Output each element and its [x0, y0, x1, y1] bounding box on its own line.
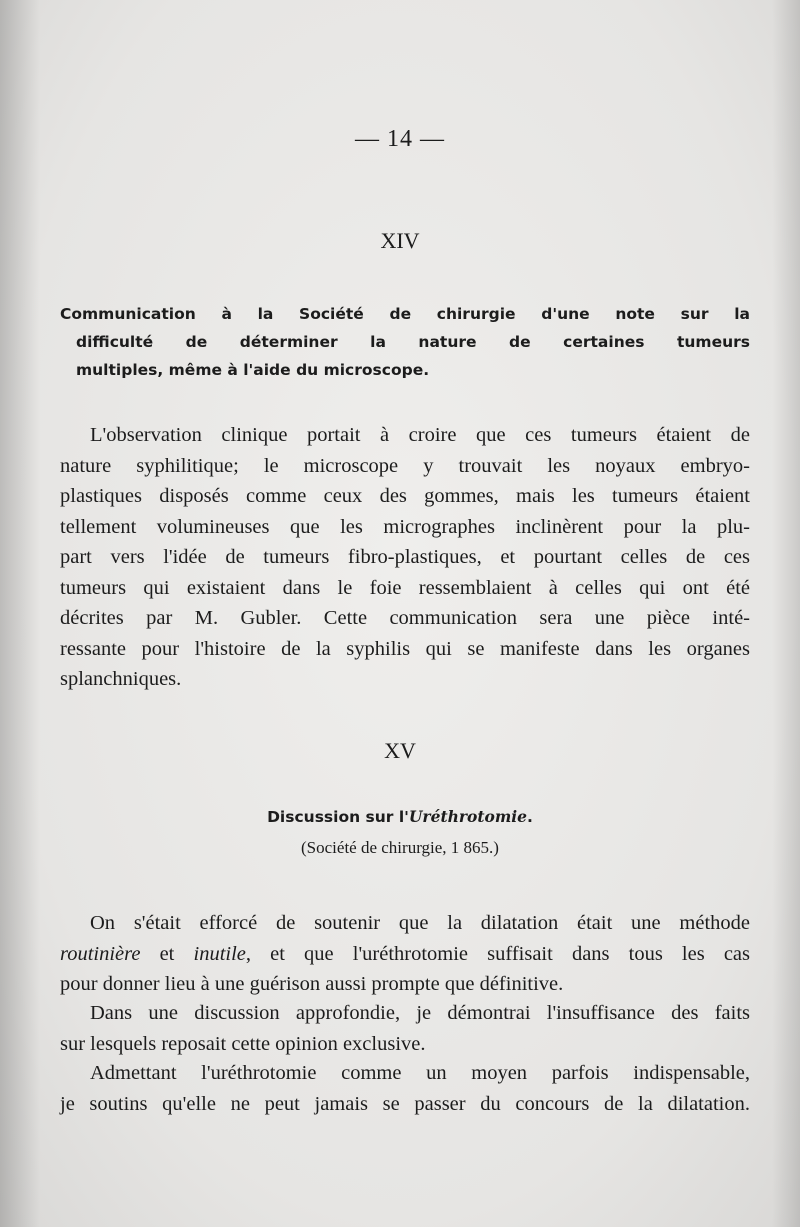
italic-word: inutile	[193, 942, 246, 965]
heading-line: difficulté de déterminer la nature de certaines tumeurs	[76, 333, 750, 351]
section-xv-source: (Société de chirurgie, 1 865.)	[301, 838, 499, 857]
text-line: On s'était efforcé de soutenir que la dilatation était une méthode	[90, 912, 750, 934]
text-line: décrites par M. Gubler. Cette communication sera une pièce inté-	[60, 607, 750, 629]
page-number: — 14 —	[355, 126, 445, 152]
text-line: routinière et inutile, et que l'uréthrotomie suffisait dans tous les cas	[60, 942, 750, 965]
section-number-xiv: XIV	[380, 228, 420, 253]
text-line: part vers l'idée de tumeurs fibro-plastiques, et pourtant celles de ces	[60, 546, 750, 568]
text-line: ressante pour l'histoire de la syphilis qui se manifeste dans les organes	[60, 637, 750, 660]
section-xiv-heading	[60, 300, 750, 384]
section-xv-paragraph-1	[60, 908, 750, 1000]
heading-prefix: Discussion sur l'	[267, 808, 409, 826]
text-line: tellement volumineuses que les micrographes inclinèrent pour la plu-	[60, 515, 750, 538]
text-line: L'observation clinique portait à croire que ces tumeurs étaient de	[90, 424, 750, 446]
italic-word: routinière	[60, 942, 141, 965]
text-line: je soutins qu'elle ne peut jamais se passer du concours de la dilatation.	[60, 1092, 750, 1115]
text-line: Admettant l'uréthrotomie comme un moyen parfois indispensable,	[90, 1062, 750, 1084]
section-xiv-paragraph	[60, 420, 750, 695]
text-line: pour donner lieu à une guérison aussi prompte que définitive.	[60, 973, 564, 995]
section-xv-paragraph-3	[60, 1058, 750, 1119]
section-xv-heading	[0, 803, 800, 831]
heading-suffix: .	[527, 808, 533, 826]
text-line: tumeurs qui existaient dans le foie ressemblaient à celles qui ont été	[60, 576, 750, 599]
section-number-xv: XV	[384, 738, 416, 763]
text-line: splanchniques.	[60, 668, 182, 690]
text-line: Dans une discussion approfondie, je démontrai l'insuffisance des faits	[90, 1002, 750, 1024]
page-gutter-shadow	[0, 0, 40, 1227]
heading-italic: Uréthrotomie	[408, 807, 528, 826]
text-line: sur lesquels reposait cette opinion exclusive.	[60, 1032, 426, 1055]
text-line: nature syphilitique; le microscope y trouvait les noyaux embryo-	[60, 454, 750, 477]
heading-line: Communication à la Société de chirurgie d'une note sur la	[60, 305, 750, 323]
text-line: plastiques disposés comme ceux des gommes, mais les tumeurs étaient	[60, 485, 750, 507]
section-xv-paragraph-2	[60, 998, 750, 1059]
heading-line: multiples, même à l'aide du microscope.	[76, 361, 430, 379]
page-edge-shadow	[772, 0, 800, 1227]
